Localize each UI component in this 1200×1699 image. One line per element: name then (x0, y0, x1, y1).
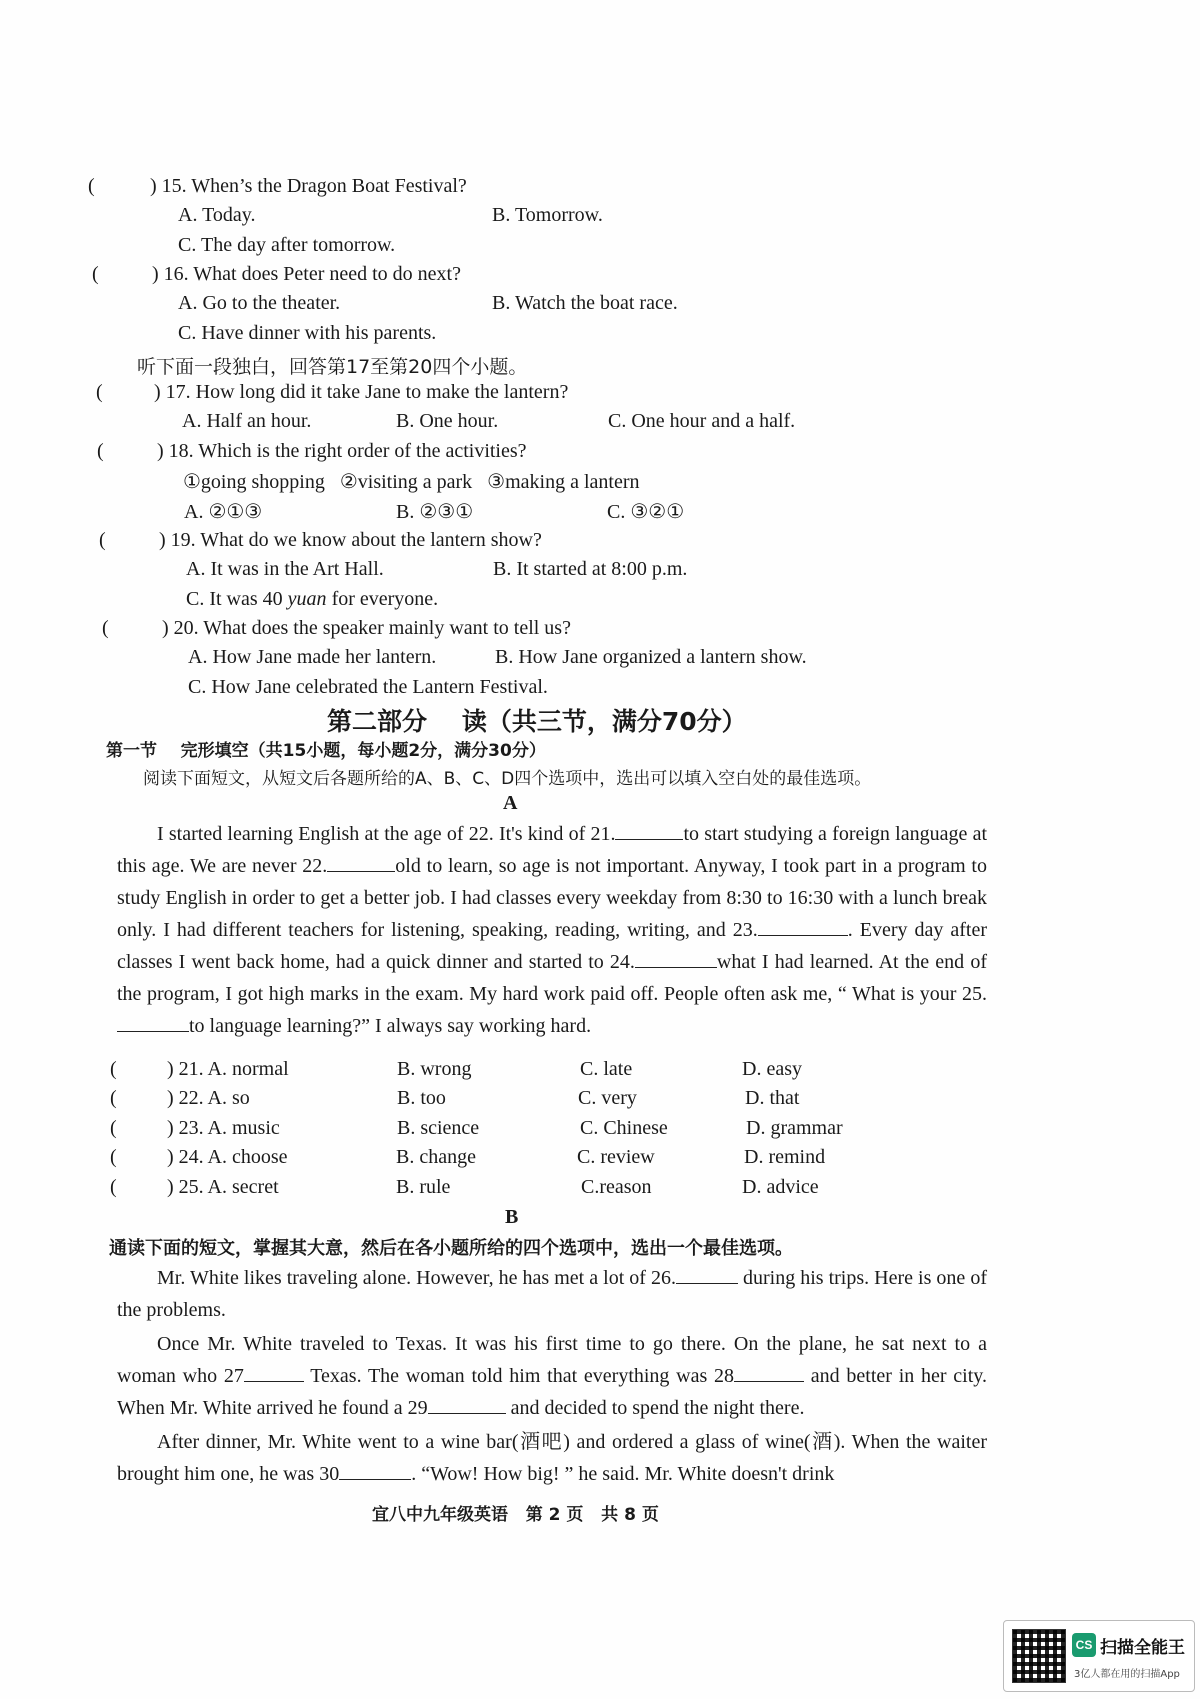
q19-option-a: A. It was in the Art Hall. (186, 558, 384, 580)
passage-b-text: and decided to spend the night there. (505, 1397, 805, 1419)
scanner-name: 扫描全能王 (1100, 1638, 1185, 1658)
q21-option-a: ) 21. A. normal (167, 1058, 289, 1080)
passage-a-text: to language learning?” I always say working hard. (189, 1015, 592, 1037)
q25-option-b: B. rule (396, 1176, 451, 1198)
q16-option-c: C. Have dinner with his parents. (178, 322, 437, 344)
q24-option-c: C. review (577, 1146, 655, 1168)
q15-option-a: A. Today. (178, 204, 256, 226)
blank-25[interactable] (117, 1013, 189, 1032)
passage-b-text: Texas. The woman told him that everything was 28 (303, 1365, 735, 1387)
passage-b-instruction: 通读下面的短文，掌握其大意，然后在各小题所给的四个选项中，选出一个最佳选项。 (109, 1238, 793, 1259)
passage-b-text: and better in her city. When Mr. White arrived he found a 29 (117, 1365, 987, 1419)
scanner-subtitle: 3亿人都在用的扫描App (1074, 1669, 1180, 1680)
blank-30[interactable] (339, 1461, 411, 1480)
q24-option-d: D. remind (744, 1146, 826, 1168)
q22-option-a: ) 22. A. so (167, 1087, 250, 1109)
q18-option-b: B. ②③① (396, 501, 474, 523)
answer-paren: ( (110, 1117, 117, 1139)
answer-paren: ( (99, 529, 106, 551)
answer-paren: ( (110, 1058, 117, 1080)
passage-a-text: to start studying a foreign language at this age. We are never 22. (117, 823, 988, 877)
q19-option-b: B. It started at 8:00 p.m. (493, 558, 688, 580)
question-19: ) 19. What do we know about the lantern show? (159, 529, 542, 551)
scanner-watermark (1003, 1620, 1195, 1692)
question-15: ) 15. When’s the Dragon Boat Festival? (150, 175, 467, 197)
q18-option-c: C. ③②① (607, 501, 685, 523)
passage-b-text: Mr. White likes traveling alone. However, he has met a lot of 26. (157, 1267, 676, 1289)
q17-option-a: A. Half an hour. (182, 410, 312, 432)
blank-29[interactable] (428, 1395, 506, 1414)
passage-b-text: . “Wow! How big! ” he said. Mr. White doesn't drink (411, 1463, 835, 1485)
q23-option-c: C. Chinese (580, 1117, 668, 1139)
cs-logo-icon: CS (1072, 1633, 1096, 1657)
passage-b-text: After dinner, Mr. White went to a wine bar(酒吧) and ordered a glass of wine(酒). When the waiter brought him one, he was 30 (117, 1431, 987, 1485)
blank-22[interactable] (327, 853, 395, 872)
section1-title: 第一节 完形填空（共15小题，每小题2分，满分30分） (106, 741, 546, 761)
q20-option-c: C. How Jane celebrated the Lantern Festival. (188, 676, 548, 698)
q25-option-a: ) 25. A. secret (167, 1176, 279, 1198)
page-footer: 宜八中九年级英语 第 2 页 共 8 页 (372, 1505, 659, 1525)
passage-b-text: Once Mr. White traveled to Texas. It was his first time to go there. On the plane, he sat next to a woman who 27 (117, 1333, 987, 1387)
blank-27[interactable] (244, 1363, 304, 1382)
blank-28[interactable] (734, 1363, 804, 1382)
q17-option-c: C. One hour and a half. (608, 410, 796, 432)
answer-paren: ( (97, 440, 104, 462)
passage-b-text: during his trips. Here is one of the problems. (117, 1267, 987, 1321)
q25-option-d: D. advice (742, 1176, 819, 1198)
answer-paren: ( (96, 381, 103, 403)
q21-option-b: B. wrong (397, 1058, 472, 1080)
q15-option-c: C. The day after tomorrow. (178, 234, 396, 256)
q21-option-c: C. late (580, 1058, 633, 1080)
answer-paren: ( (110, 1146, 117, 1168)
passage-a-text: . Every day after classes I went back home, had a quick dinner and started to 24. (117, 919, 987, 973)
passage-a-letter: A (503, 792, 518, 814)
q21-option-d: D. easy (742, 1058, 802, 1080)
answer-paren: ( (102, 617, 109, 639)
monologue-instruction: 听下面一段独白，回答第17至第20四个小题。 (137, 356, 528, 378)
q23-option-b: B. science (397, 1117, 480, 1139)
q22-option-c: C. very (578, 1087, 637, 1109)
q19-option-c: C. It was 40 yuan for everyone. (186, 588, 439, 610)
q15-option-b: B. Tomorrow. (492, 204, 603, 226)
answer-paren: ( (110, 1176, 117, 1198)
blank-21[interactable] (615, 821, 683, 840)
passage-a-text: what I had learned. At the end of the program, I got high marks in the exam. My hard work paid off. People often ask me, “ What is your 25. (117, 951, 987, 1005)
passage-b-letter: B (505, 1206, 519, 1228)
q24-option-a: ) 24. A. choose (167, 1146, 288, 1168)
q23-option-a: ) 23. A. music (167, 1117, 280, 1139)
blank-26[interactable] (676, 1265, 738, 1284)
q17-option-b: B. One hour. (396, 410, 499, 432)
section1-instruction: 阅读下面短文，从短文后各题所给的A、B、C、D四个选项中，选出可以填入空白处的最佳选项。 (143, 769, 872, 789)
qr-code-icon (1012, 1629, 1066, 1683)
answer-paren: ( (88, 175, 95, 197)
passage-a (117, 818, 987, 1042)
q22-option-d: D. that (745, 1087, 800, 1109)
q20-option-a: A. How Jane made her lantern. (188, 646, 437, 668)
q20-option-b: B. How Jane organized a lantern show. (495, 646, 807, 668)
part2-title: 第二部分 读（共三节，满分70分） (327, 707, 747, 736)
q18-activities: ①going shopping ②visiting a park ③making a lantern (183, 471, 640, 493)
q23-option-d: D. grammar (746, 1117, 843, 1139)
passage-a-text: old to learn, so age is not important. Anyway, I took part in a program to study English in order to get a better job. I had classes every weekday from 8:30 to 16:30 with a lunch break only. I had different teachers for listening, speaking, reading, writing, and 23. (117, 855, 987, 941)
question-17: ) 17. How long did it take Jane to make the lantern? (154, 381, 569, 403)
q18-option-a: A. ②①③ (184, 501, 263, 523)
q24-option-b: B. change (396, 1146, 476, 1168)
blank-24[interactable] (635, 949, 717, 968)
blank-23[interactable] (758, 917, 848, 936)
q16-option-a: A. Go to the theater. (178, 292, 341, 314)
question-20: ) 20. What does the speaker mainly want to tell us? (162, 617, 571, 639)
passage-b (117, 1262, 987, 1490)
q25-option-c: C.reason (581, 1176, 652, 1198)
question-18: ) 18. Which is the right order of the activities? (157, 440, 527, 462)
question-16: ) 16. What does Peter need to do next? (152, 263, 461, 285)
answer-paren: ( (92, 263, 99, 285)
q16-option-b: B. Watch the boat race. (492, 292, 678, 314)
answer-paren: ( (110, 1087, 117, 1109)
passage-a-text: I started learning English at the age of 22. It's kind of 21. (157, 823, 616, 845)
q22-option-b: B. too (397, 1087, 446, 1109)
